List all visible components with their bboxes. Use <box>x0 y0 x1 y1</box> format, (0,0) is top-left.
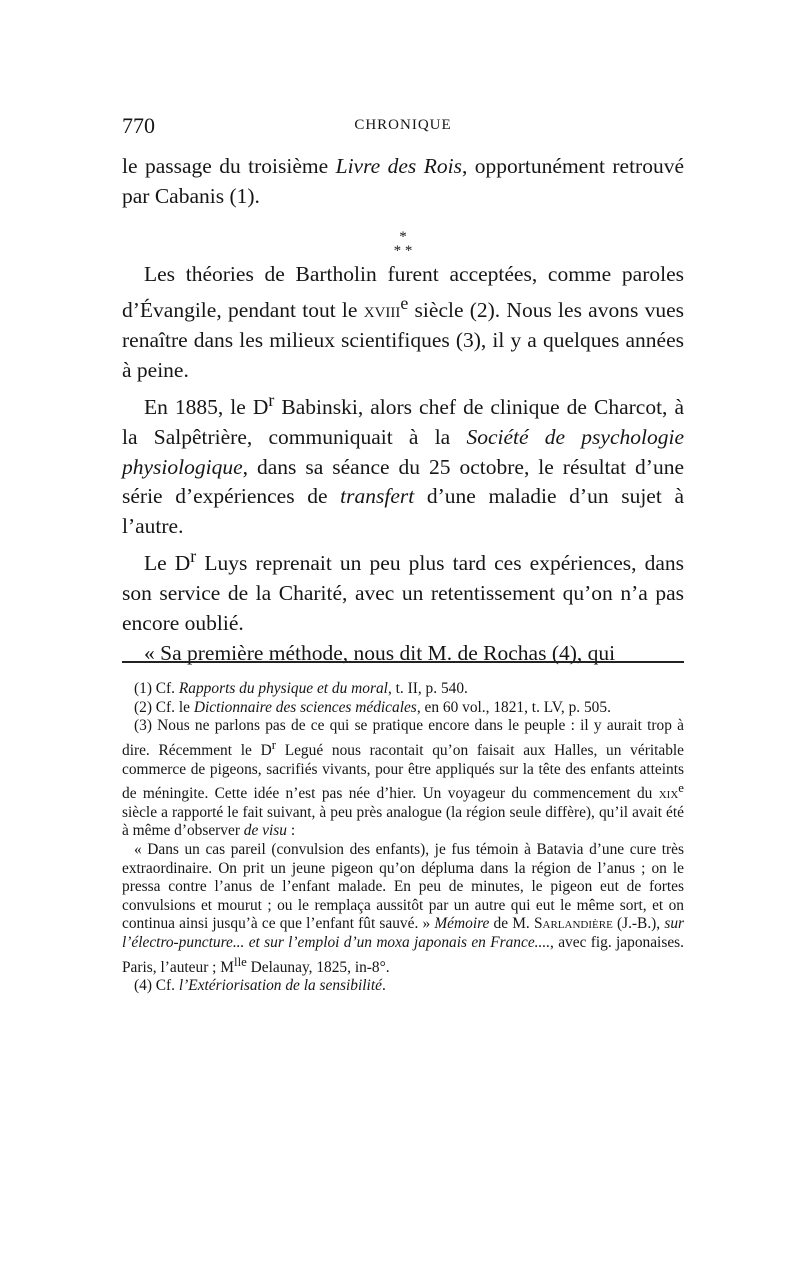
page-number: 770 <box>122 113 155 138</box>
page-header <box>122 113 684 143</box>
paragraph-bartholin: Les théories de Bartholin furent acceptées, comme paroles d’Évangile, pendant tout le xviii$^e$ siècle (2). Nous les avons vues renaître dans les milieux scientifiques (3), il y a quelques années à peine. <box>122 261 684 383</box>
main-text <box>122 152 684 668</box>
author-name: Sarlandière <box>533 915 613 933</box>
book-title: Livre des Rois <box>335 154 462 178</box>
century-numeral: xviii <box>363 298 401 323</box>
footnote-rule <box>122 661 684 663</box>
footnote-2: (2) Cf. le Dictionnaire des sciences médicales, en 60 vol., 1821, t. LV, p. 505. <box>134 698 611 716</box>
society-name: Société de psychologie physiologique <box>122 424 684 479</box>
paragraph-continuation: le passage du troisième Livre des Rois, opportunément retrouvé par Cabanis (1). <box>122 154 685 208</box>
footnote-3: (3) Nous ne parlons pas de ce qui se pratique encore dans le peuple : il y aurait trop à dire. Récemment le $D^r$ Legué nous racontait qu’on faisait aux Halles, un véritable commerce de pigeons, sacrifiés vivants, pour être appliqués sur la tête des enfants atteints de méningite. Cette idée n’est pas née d’hier. Un voyageur du commencement du xix$^e$ siècle a rapporté le fait suivant, à peu près analogue (la région seule diffère), qu’il avait été à même d’observer de visu : <box>122 717 685 840</box>
paragraph-luys: Le $D^r$ Luys reprenait un peu plus tard ces expériences, dans son service de la Charité, avec un retentissement qu’on n’a pas encore oublié. <box>122 546 684 635</box>
transfert-term: transfert <box>340 484 415 509</box>
footnote-4: (4) Cf. l’Extériorisation de la sensibilité. <box>134 977 386 995</box>
footnote-3-quote: « Dans un cas pareil (convulsion des enfants), je fus témoin à Batavia d’une cure très extraordinaire. On prit un jeune pigeon qu’on déplumа dans la région de l’anus ; on le pressa contre l’anus de l’enfant malade. En peu de minutes, le pigeon eut de fortes convulsions et mourut ; ou le remplaça aussitôt par un autre qui eut le même sort, et on continua ainsi jusqu’à ce que l’enfant fût sauvé. » Mémoire de M. Sarlandière (J.-B.), sur l’électro-puncture... et sur l’emploi d’un moxa japonais en France...., avec fig. japonaises. Paris, l’auteur ; $M^{lle}$ Delaunay, 1825, in-8°. <box>122 841 685 976</box>
footnotes <box>122 680 684 996</box>
running-head: CHRONIQUE <box>354 117 452 133</box>
section-separator <box>122 212 684 260</box>
separator-stars-bottom: * * <box>393 242 413 259</box>
paragraph-quote-start: « Sa première méthode, nous dit M. de Rochas (4), qui <box>144 640 616 665</box>
paragraph-babinski: En 1885, le $D^r$ Babinski, alors chef de clinique de Charcot, à la Salpêtrière, communiquait à la Société de psychologie physiologique, dans sa séance du 25 octobre, le résultat d’une série d’expériences de transfert d’une maladie d’un sujet à l’autre. <box>122 389 684 539</box>
separator-star-top: * <box>399 228 407 245</box>
footnote-1: (1) Cf. Rapports du physique et du moral, t. II, p. 540. <box>134 680 468 697</box>
